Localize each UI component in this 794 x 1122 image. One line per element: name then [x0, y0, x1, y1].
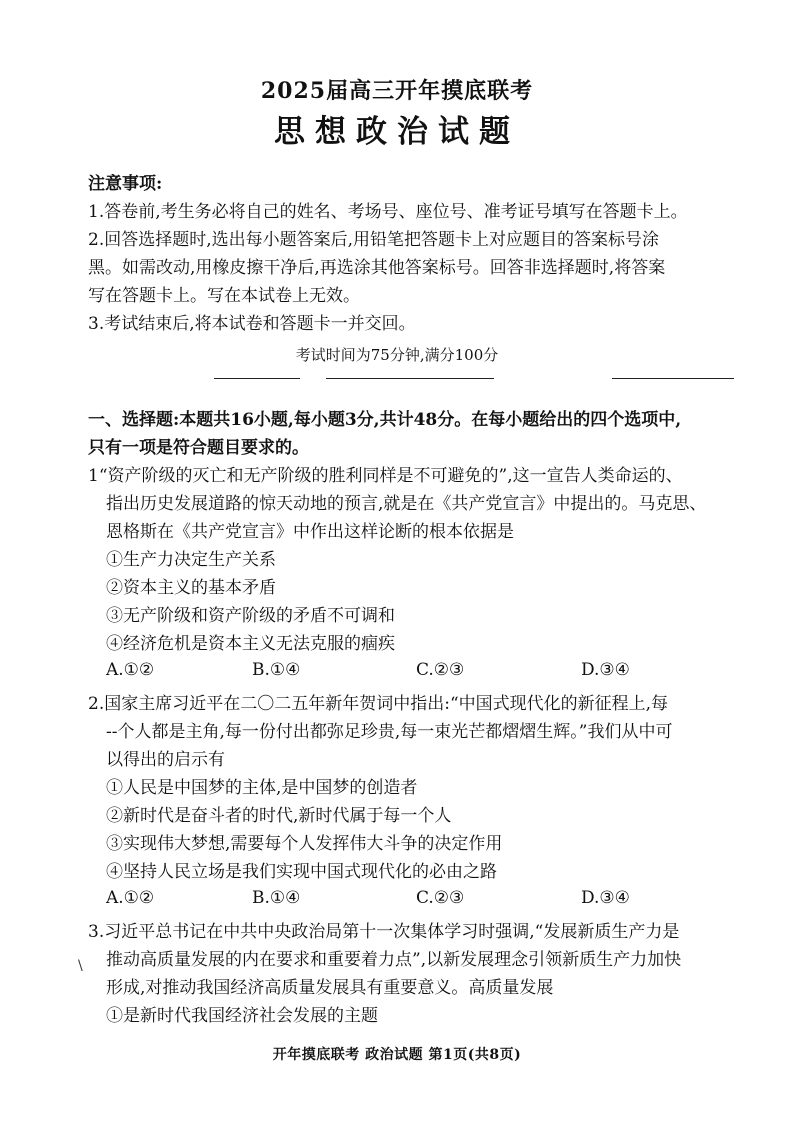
question-3-stem: 推动高质量发展的内在要求和重要着力点”,以新发展理念引领新质生产力加快	[106, 950, 682, 970]
notice-item: 写在答题卡上。写在本试卷上无效。	[88, 286, 360, 306]
question-2-option-a[interactable]: A.①②	[106, 888, 155, 908]
notice-item: 1.答卷前,考生务必将自己的姓名、考场号、座位号、准考证号填写在答题卡上。	[88, 202, 688, 222]
question-3-item: ①是新时代我国经济社会发展的主题	[106, 1006, 378, 1026]
question-1-stem: 恩格斯在《共产党宣言》中作出这样论断的根本依据是	[106, 522, 514, 542]
question-2-item: ④坚持人民立场是我们实现中国式现代化的必由之路	[106, 862, 497, 882]
separator-rule	[326, 378, 494, 379]
question-3-stem: 形成,对推动我国经济高质量发展具有重要意义。高质量发展	[106, 978, 554, 998]
notice-item: 3.考试结束后,将本试卷和答题卡一并交回。	[88, 314, 416, 334]
question-1-stem: 指出历史发展道路的惊天动地的预言,就是在《共产党宣言》中提出的。马克思、	[106, 494, 707, 514]
question-1-item: ④经济危机是资本主义无法克服的痼疾	[106, 634, 395, 654]
separator-rule	[612, 378, 734, 379]
question-1-item: ①生产力决定生产关系	[106, 550, 276, 570]
question-2-option-b[interactable]: B.①④	[252, 888, 301, 908]
notice-heading: 注意事项:	[88, 174, 163, 194]
question-1-option-c[interactable]: C.②③	[416, 660, 465, 680]
question-2-stem: 以得出的启示有	[106, 750, 225, 770]
question-2-option-d[interactable]: D.③④	[581, 888, 630, 908]
section-heading: 一、选择题:本题共16小题,每小题3分,共计48分。在每小题给出的四个选项中,	[88, 410, 682, 430]
notice-item: 黑。如需改动,用橡皮擦干净后,再选涂其他答案标号。回答非选择题时,将答案	[88, 258, 666, 278]
question-2-stem: 2.国家主席习近平在二〇二五年新年贺词中指出:“中国式现代化的新征程上,每	[88, 694, 669, 714]
question-1-option-d[interactable]: D.③④	[581, 660, 630, 680]
question-1-option-a[interactable]: A.①②	[106, 660, 155, 680]
question-2-item: ①人民是中国梦的主体,是中国梦的创造者	[106, 778, 418, 798]
question-2-item: ②新时代是奋斗者的时代,新时代属于每一个人	[106, 806, 452, 826]
question-1-stem: 1“资产阶级的灭亡和无产阶级的胜利同样是不可避免的”,这一宣告人类命运的、	[88, 466, 683, 486]
notice-item: 2.回答选择题时,选出每小题答案后,用铅笔把答题卡上对应题目的答案标号涂	[88, 230, 660, 250]
exam-time-note: 考试时间为75分钟,满分100分	[295, 346, 499, 364]
question-1-item: ②资本主义的基本矛盾	[106, 578, 276, 598]
section-heading: 只有一项是符合题目要求的。	[88, 438, 309, 458]
question-3-stem: 3.习近平总书记在中共中央政治局第十一次集体学习时强调,“发展新质生产力是	[88, 922, 680, 942]
scan-mark: \	[78, 958, 83, 974]
question-1-item: ③无产阶级和资产阶级的矛盾不可调和	[106, 606, 395, 626]
subject-title: 思想政治试题	[274, 114, 520, 150]
exam-title: 2025届高三开年摸底联考	[260, 78, 534, 104]
question-1-option-b[interactable]: B.①④	[252, 660, 301, 680]
question-2-stem: --个人都是主角,每一份付出都弥足珍贵,每一束光芒都熠熠生辉。”我们从中可	[106, 722, 673, 742]
separator-rule	[214, 378, 300, 379]
page-footer: 开年摸底联考 政治试题 第1页(共8页)	[272, 1047, 522, 1063]
question-2-item: ③实现伟大梦想,需要每个人发挥伟大斗争的决定作用	[106, 834, 503, 854]
question-2-option-c[interactable]: C.②③	[416, 888, 465, 908]
